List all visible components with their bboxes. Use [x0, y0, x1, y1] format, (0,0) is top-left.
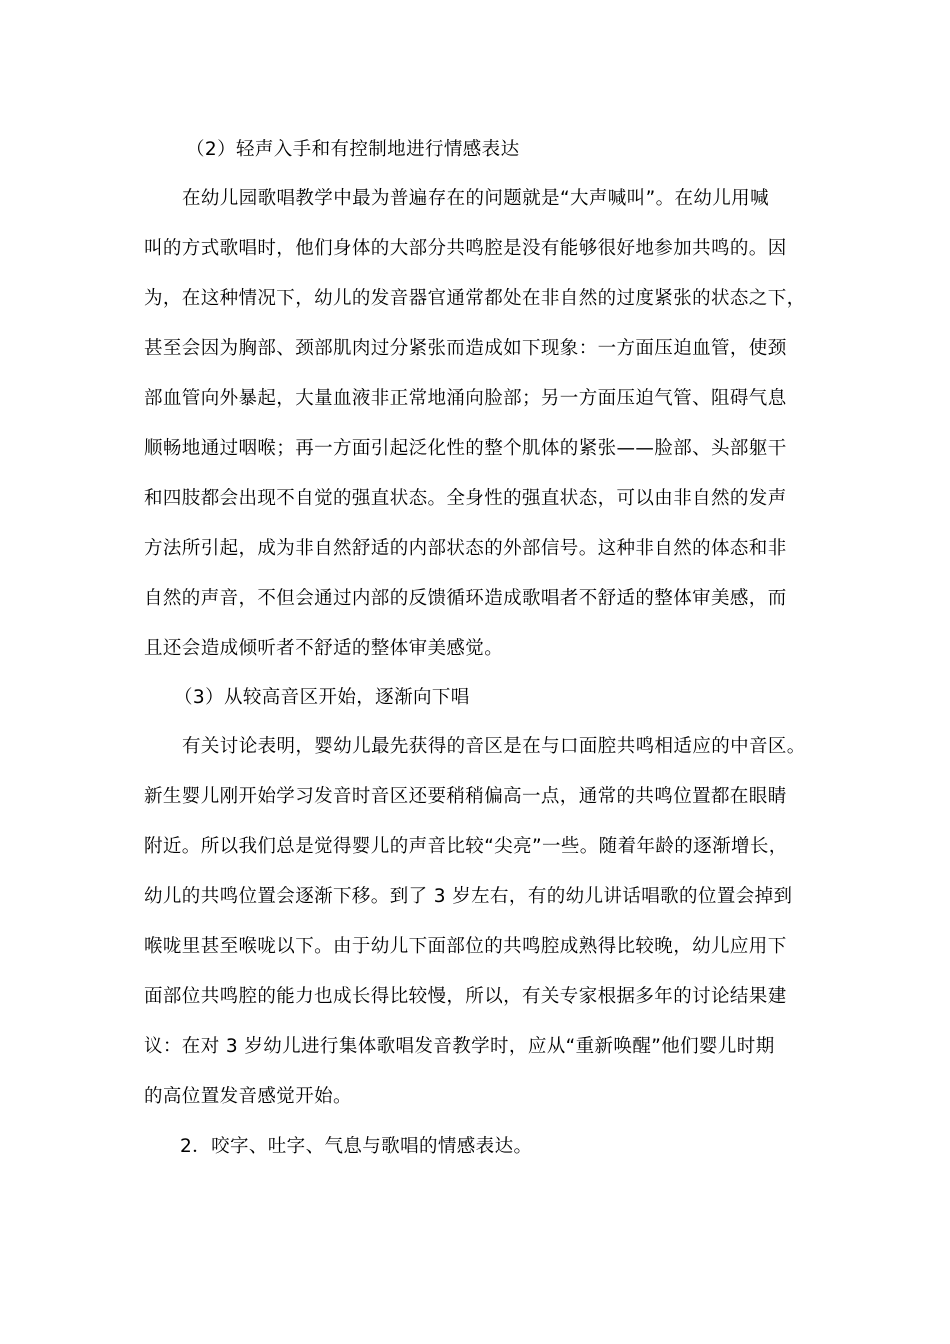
- paragraph-line: 叫的方式歌唱时，他们身体的大部分共鸣腔是没有能够很好地参加共鸣的。因: [144, 238, 787, 259]
- paragraph-line: 面部位共鸣腔的能力也成长得比较慢，所以，有关专家根据多年的讨论结果建: [144, 986, 787, 1007]
- paragraph-line: 在幼儿园歌唱教学中最为普遍存在的问题就是“大声喊叫”。在幼儿用喊: [182, 188, 769, 209]
- paragraph-line: 幼儿的共鸣位置会逐渐下移。到了 3 岁左右，有的幼儿讲话唱歌的位置会掉到: [144, 886, 793, 907]
- paragraph-line: 甚至会因为胸部、颈部肌肉过分紧张而造成如下现象：一方面压迫血管，使颈: [144, 338, 787, 359]
- paragraph-line: 有关讨论表明，婴幼儿最先获得的音区是在与口面腔共鸣相适应的中音区。: [182, 736, 806, 757]
- paragraph-line: 自然的声音，不但会通过内部的反馈循环造成歌唱者不舒适的整体审美感，而: [144, 588, 787, 609]
- paragraph-line: 部血管向外暴起，大量血液非正常地涌向脸部；另一方面压迫气管、阻碍气息: [144, 388, 787, 409]
- section-heading-3: （3）从较高音区开始，逐渐向下唱: [174, 687, 470, 708]
- paragraph-line: 和四肢都会出现不自觉的强直状态。全身性的强直状态，可以由非自然的发声: [144, 488, 787, 509]
- final-heading: 2．咬字、吐字、气息与歌唱的情感表达。: [180, 1136, 533, 1157]
- paragraph-line: 喉咙里甚至喉咙以下。由于幼儿下面部位的共鸣腔成熟得比较晚，幼儿应用下: [144, 936, 787, 957]
- paragraph-line: 新生婴儿刚开始学习发音时音区还要稍稍偏高一点，通常的共鸣位置都在眼睛: [144, 786, 787, 807]
- paragraph-line: 且还会造成倾听者不舒适的整体审美感觉。: [144, 638, 504, 659]
- paragraph-line: 方法所引起，成为非自然舒适的内部状态的外部信号。这种非自然的体态和非: [144, 538, 787, 559]
- paragraph-line: 附近。所以我们总是觉得婴儿的声音比较“尖亮”一些。随着年龄的逐渐增长，: [144, 836, 788, 857]
- section-heading-2: （2）轻声入手和有控制地进行情感表达: [186, 139, 520, 160]
- paragraph-line: 顺畅地通过咽喉；再一方面引起泛化性的整个肌体的紧张——脸部、头部躯干: [144, 438, 787, 459]
- paragraph-line: 的高位置发音感觉开始。: [144, 1086, 352, 1107]
- paragraph-line: 议：在对 3 岁幼儿进行集体歌唱发音教学时，应从“重新唤醒”他们婴儿时期: [144, 1036, 775, 1057]
- paragraph-line: 为，在这种情况下，幼儿的发音器官通常都处在非自然的过度紧张的状态之下，: [144, 288, 806, 309]
